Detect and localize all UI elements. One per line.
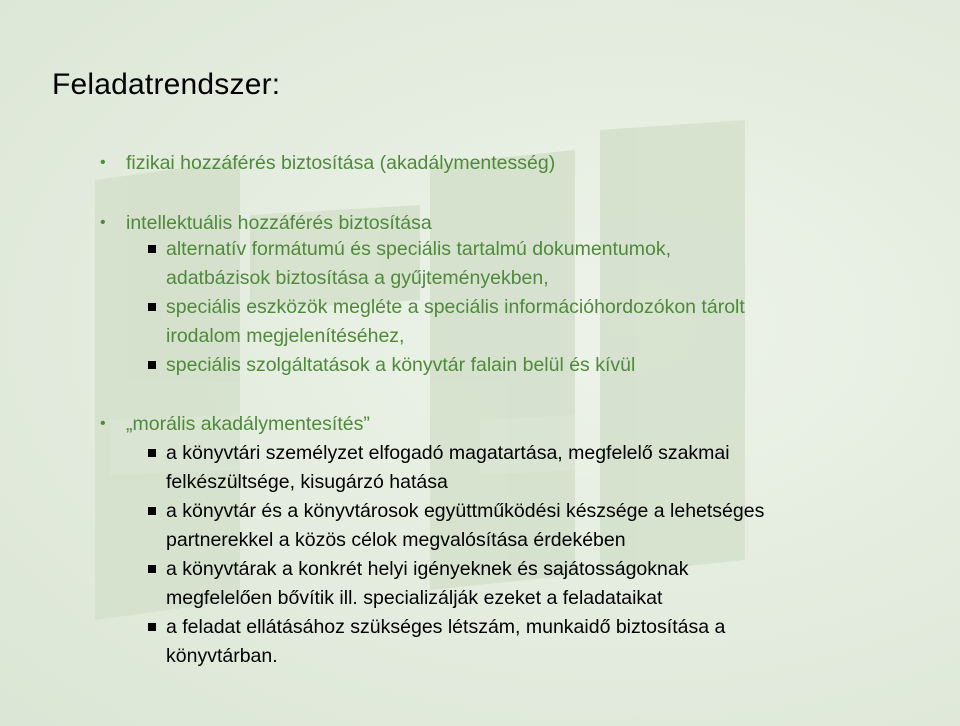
bullet-dot-icon: • bbox=[100, 415, 106, 432]
bullet-dot-icon: • bbox=[100, 214, 106, 231]
sub-item-line: speciális szolgáltatások a könyvtár falain belül és kívül bbox=[166, 354, 636, 376]
square-bullet-icon bbox=[148, 361, 156, 369]
sub-item-line: adatbázisok biztosítása a gyűjteményekben, bbox=[166, 267, 549, 289]
square-bullet-icon bbox=[148, 449, 156, 457]
sub-item-line: a feladat ellátásához szükséges létszám, munkaidő biztosítása a bbox=[166, 616, 726, 638]
square-bullet-icon bbox=[148, 507, 156, 515]
sub-item-line: a könyvtári személyzet elfogadó magatartása, megfelelő szakmai bbox=[166, 442, 730, 464]
sub-item-line: alternatív formátumú és speciális tartalmú dokumentumok, bbox=[166, 238, 672, 260]
sub-item-line: irodalom megjelenítéséhez, bbox=[166, 325, 405, 347]
sub-item-line: megfelelően bővítik ill. specializálják ezeket a feladataikat bbox=[166, 587, 663, 609]
square-bullet-icon bbox=[148, 245, 156, 253]
bullet-item-moral-accessibility: „morális akadálymentesítés” bbox=[126, 413, 370, 435]
sub-item-line: partnerekkel a közös célok megvalósítása érdekében bbox=[166, 529, 626, 551]
sub-item-line: a könyvtár és a könyvtárosok együttműködési készsége a lehetséges bbox=[166, 500, 765, 522]
sub-item-line: könyvtárban. bbox=[166, 645, 278, 667]
bullet-dot-icon: • bbox=[100, 154, 106, 171]
square-bullet-icon bbox=[148, 623, 156, 631]
square-bullet-icon bbox=[148, 565, 156, 573]
bullet-item-accessibility: fizikai hozzáférés biztosítása (akadálymentesség) bbox=[126, 152, 556, 174]
sub-item-line: speciális eszközök megléte a speciális információhordozókon tárolt bbox=[166, 296, 745, 318]
slide-title: Feladatrendszer: bbox=[52, 68, 281, 101]
bullet-item-intellectual-access: intellektuális hozzáférés biztosítása bbox=[126, 212, 432, 234]
square-bullet-icon bbox=[148, 303, 156, 311]
sub-item-line: felkészültsége, kisugárzó hatása bbox=[166, 471, 448, 493]
sub-item-line: a könyvtárak a konkrét helyi igényeknek és sajátosságoknak bbox=[166, 558, 689, 580]
